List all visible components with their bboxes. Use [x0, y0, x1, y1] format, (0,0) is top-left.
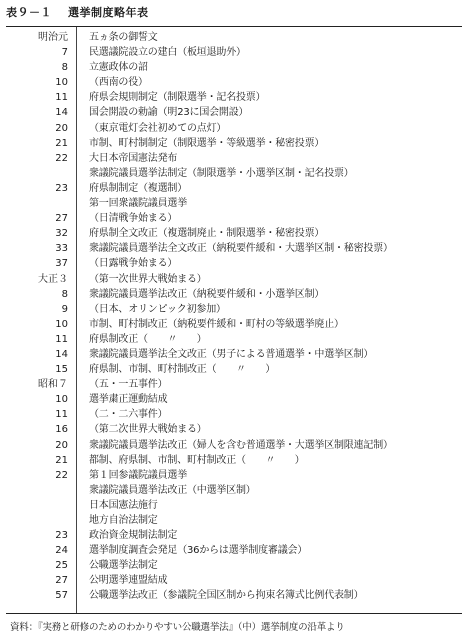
- event-cell: 公明選挙連盟結成: [89, 575, 168, 587]
- event-cell: 大日本帝国憲法発布: [89, 152, 178, 164]
- event-cell: 日本国憲法施行: [89, 499, 158, 511]
- table-row: [6, 302, 462, 317]
- year-cell: 27: [55, 575, 68, 587]
- year-cell: 16: [55, 424, 68, 436]
- table-row: [6, 498, 462, 513]
- event-cell: 民選議院設立の建白（板垣退助外）: [89, 47, 246, 59]
- table-row: [6, 362, 462, 377]
- event-cell: 地方自治法制定: [89, 515, 158, 526]
- year-cell: 21: [55, 454, 68, 466]
- event-cell: 選挙粛正運動結成: [89, 394, 168, 406]
- table-row: [6, 543, 462, 558]
- event-cell: 市制、町村制制定（制限選挙・等級選挙・秘密投票）: [89, 137, 325, 149]
- event-cell: 選挙制度調査会発足（36からは選挙制度審議会）: [89, 545, 308, 557]
- year-cell: 10: [55, 77, 68, 89]
- event-cell: （第一次世界大戦始まる）: [89, 273, 207, 285]
- table-row: [6, 528, 462, 543]
- year-cell: 11: [55, 92, 68, 104]
- year-cell: 大正３: [38, 273, 68, 285]
- year-cell: 25: [55, 560, 68, 572]
- table-row: [6, 105, 462, 120]
- event-cell: （日本、オリンピック初参加）: [89, 303, 226, 315]
- table-row: [6, 468, 462, 483]
- year-cell: 32: [55, 228, 68, 240]
- table-row: [6, 30, 462, 45]
- event-cell: 衆議院議員選挙法改正（婦人を含む普通選挙・大選挙区制限連記制）: [89, 439, 393, 451]
- table-row: [6, 90, 462, 105]
- table-row: [6, 407, 462, 422]
- year-cell: 10: [55, 394, 68, 406]
- event-cell: （二・二六事件）: [89, 409, 168, 421]
- year-cell: 明治元: [38, 32, 68, 43]
- year-cell: 10: [55, 318, 68, 330]
- event-cell: 衆議院議員選挙法制定（制限選挙・小選挙区制・記名投票）: [89, 167, 354, 179]
- event-cell: 衆議院議員選挙法全文改正（男子による普通選挙・中選挙区制）: [89, 348, 374, 360]
- year-cell: 7: [61, 47, 68, 59]
- year-cell: 33: [55, 243, 68, 255]
- event-cell: 府県制全文改正（複選制廃止・制限選挙・秘密投票）: [89, 228, 325, 240]
- event-cell: 府県制制定（複選制）: [89, 182, 187, 194]
- event-cell: 都制、府県制、市制、町村制改正（ 〃 ）: [89, 454, 305, 466]
- table-row: [6, 332, 462, 347]
- event-cell: 五ヵ条の御誓文: [89, 32, 158, 43]
- event-cell: （日清戦争始まる）: [89, 213, 178, 225]
- table-row: [6, 121, 462, 136]
- event-cell: 公職選挙法制定: [89, 560, 158, 572]
- event-cell: （東京電灯会社初めての点灯）: [89, 122, 227, 134]
- year-cell: 37: [55, 258, 68, 270]
- table-row: [6, 60, 462, 75]
- table-row: [6, 287, 462, 302]
- table-row: [6, 241, 462, 256]
- table-row: [6, 347, 462, 362]
- table-row: [6, 136, 462, 151]
- table-row: [6, 483, 462, 498]
- event-cell: 衆議院議員選挙法改正（中選挙区制）: [89, 484, 256, 496]
- event-cell: 衆議院議員選挙法改正（納税要件緩和・小選挙区制）: [89, 288, 325, 300]
- event-cell: 第一回衆議院議員選挙: [89, 198, 187, 210]
- year-cell: 14: [55, 107, 68, 119]
- year-cell: 22: [55, 469, 68, 481]
- event-cell: 公職選挙法改正（参議院全国区制から拘束名簿式比例代表制）: [89, 590, 364, 602]
- year-cell: 昭和７: [38, 379, 68, 391]
- table-row: [6, 588, 462, 603]
- event-cell: 国会開設の勅諭（明23に国会開設）: [89, 107, 249, 119]
- event-cell: 府県制改正（ 〃 ）: [89, 333, 207, 345]
- table-row: [6, 392, 462, 407]
- event-cell: （西南の役）: [89, 77, 148, 89]
- year-cell: 21: [55, 137, 68, 149]
- event-cell: 衆議院議員選挙法全文改正（納税要件緩和・大選挙区制・秘密投票）: [89, 243, 393, 255]
- event-cell: （五・一五事件）: [89, 379, 168, 391]
- year-cell: 11: [55, 333, 68, 345]
- table-row: [6, 317, 462, 332]
- year-cell: 23: [55, 530, 68, 542]
- event-cell: 府県会規則制定（制限選挙・記名投票）: [89, 92, 266, 104]
- table-row: [6, 181, 462, 196]
- year-cell: 11: [55, 409, 68, 421]
- table-row: [6, 513, 462, 528]
- year-cell: 27: [55, 213, 68, 225]
- table-number: 表９－１: [6, 6, 52, 19]
- source-note: 資料：『実務と研修のためのわかりやすい公職選挙法』（中）選挙制度の沿革より: [10, 622, 345, 633]
- year-cell: 9: [61, 303, 68, 315]
- table-row: [6, 438, 462, 453]
- table-row: [6, 573, 462, 588]
- table-row: [6, 166, 462, 181]
- year-cell: 23: [55, 182, 68, 194]
- table-row: [6, 226, 462, 241]
- year-cell: 24: [55, 545, 68, 557]
- year-cell: 8: [61, 288, 68, 300]
- table-row: [6, 377, 462, 392]
- table-title: [6, 4, 149, 20]
- year-cell: 57: [55, 590, 68, 602]
- table-row: [6, 422, 462, 437]
- year-cell: 20: [55, 439, 68, 451]
- year-cell: 15: [55, 364, 68, 376]
- event-cell: 第１回参議院議員選挙: [89, 469, 187, 481]
- event-cell: 立憲政体の詔: [89, 62, 148, 74]
- year-cell: 14: [55, 348, 68, 360]
- event-cell: （第二次世界大戦始まる）: [89, 424, 207, 436]
- table-row: [6, 453, 462, 468]
- table-row: [6, 256, 462, 271]
- event-cell: 府県制、市制、町村制改正（ 〃 ）: [89, 364, 276, 376]
- table-row: [6, 196, 462, 211]
- event-cell: 市制、町村制改正（納税要件緩和・町村の等級選挙廃止）: [89, 318, 344, 330]
- year-cell: 22: [55, 152, 68, 164]
- table-row: [6, 272, 462, 287]
- table-row: [6, 211, 462, 226]
- year-cell: 20: [55, 122, 68, 134]
- event-cell: 政治資金規制法制定: [89, 530, 178, 542]
- chronology-table: [6, 26, 462, 614]
- event-cell: （日露戦争始まる）: [89, 258, 178, 270]
- table-row: [6, 75, 462, 90]
- table-row: [6, 45, 462, 60]
- table-row: [6, 558, 462, 573]
- table-heading: 選挙制度略年表: [68, 6, 149, 19]
- year-cell: 8: [61, 62, 68, 74]
- table-body: [6, 30, 462, 604]
- table-row: [6, 151, 462, 166]
